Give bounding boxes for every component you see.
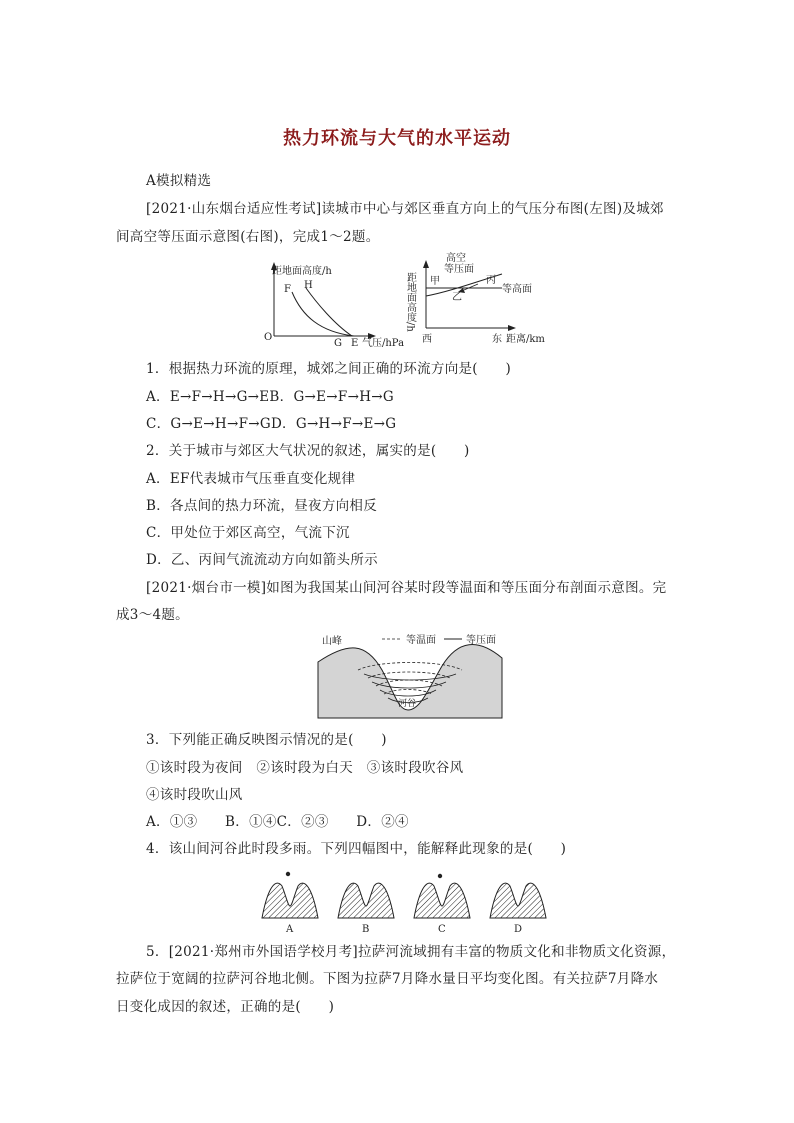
intro1-line1: [2021·山东烟台适应性考试]读城市中心与郊区垂直方向上的气压分布图(左图)及城郊 <box>146 201 664 217</box>
label-bing: 丙 <box>486 275 496 286</box>
label-F: F <box>284 284 291 295</box>
fig1-right-xlabel: 距离/km <box>506 334 545 345</box>
q1-options-ab: A．E→F→H→G→EB．G→E→F→H→G <box>146 389 394 405</box>
q2-stem: 2．关于城市与郊区大气状况的叙述，属实的是( ) <box>146 443 470 459</box>
fig1-left-xlabel: 气压/hPa <box>362 338 405 349</box>
q5-line2: 拉萨位于宽阔的拉萨河谷地北侧。下图为拉萨7月降水量日平均变化图。有关拉萨7月降水 <box>116 971 659 987</box>
option-b-mountain <box>338 870 394 935</box>
label-peak: 山峰 <box>322 636 342 647</box>
label-jia: 甲 <box>430 276 440 287</box>
option-b-label: B <box>362 924 370 935</box>
fig1-right-ylabel: 距地面高度/h <box>404 272 416 332</box>
q3-stem: 3．下列能正确反映图示情况的是( ) <box>146 732 387 748</box>
option-d-mountain <box>490 872 546 935</box>
label-east: 东 <box>492 334 502 345</box>
label-isotherm: 等温面 <box>406 635 436 646</box>
q1-options-cd: C．G→E→H→F→GD．G→H→F→E→G <box>146 416 397 432</box>
option-a-label: A <box>286 924 294 935</box>
label-equal-height: 等高面 <box>502 284 532 295</box>
page-title: 热力环流与大气的水平运动 <box>283 128 511 149</box>
label-isobar-2: 等压面 <box>466 635 496 646</box>
mountain-options-diagram <box>258 866 558 938</box>
q3-options-line2: ④该时段吹山风 <box>146 787 243 803</box>
label-O: O <box>264 332 273 343</box>
q2-option-b: B．各点间的热力环流，昼夜方向相反 <box>146 498 378 514</box>
q1-stem: 1．根据热力环流的原理，城郊之间正确的环流方向是( ) <box>146 361 512 377</box>
pressure-height-chart <box>258 258 405 350</box>
option-a-mountain <box>262 872 318 935</box>
label-E: E <box>351 338 359 349</box>
label-west: 西 <box>422 334 432 345</box>
label-high: 高空 <box>446 253 466 264</box>
intro1-line2: 间高空等压面示意图(右图)，完成1～2题。 <box>116 229 380 245</box>
intro2-line1: [2021·烟台市一模]如图为我国某山间河谷某时段等温面和等压面分布剖面示意图。完 <box>146 580 667 596</box>
option-c-mountain <box>414 874 470 935</box>
q2-option-c: C．甲处位于郊区高空，气流下沉 <box>146 525 350 541</box>
q3-choices: A．①③ B．①④C．②③ D．②④ <box>146 814 409 830</box>
label-valley: 河谷 <box>398 699 417 709</box>
q5-line1: 5．[2021·郑州市外国语学校月考]拉萨河流域拥有丰富的物质文化和非物质文化资源， <box>146 944 676 960</box>
option-c-label: C <box>438 924 446 935</box>
label-isobar: 等压面 <box>444 264 474 275</box>
option-d-label: D <box>514 924 523 935</box>
label-H: H <box>304 280 313 291</box>
fig1-left-ylabel: 距地面高度/h <box>272 266 332 277</box>
q3-options-line1: ①该时段为夜间 ②该时段为白天 ③该时段吹谷风 <box>146 760 464 776</box>
section-heading: A模拟精选 <box>146 173 212 189</box>
q4-stem: 4．该山间河谷此时段多雨。下列四幅图中，能解释此现象的是( ) <box>146 841 567 857</box>
valley-section-diagram <box>318 630 502 718</box>
q2-option-a: A．EF代表城市气压垂直变化规律 <box>146 471 356 487</box>
label-yi: 乙 <box>452 292 462 303</box>
isobaric-surface-chart <box>406 252 562 346</box>
intro2-line2: 成3～4题。 <box>116 607 189 623</box>
q2-option-d: D．乙、丙间气流流动方向如箭头所示 <box>146 552 378 568</box>
q5-line3: 日变化成因的叙述，正确的是( ) <box>116 999 335 1015</box>
label-G: G <box>334 338 342 349</box>
